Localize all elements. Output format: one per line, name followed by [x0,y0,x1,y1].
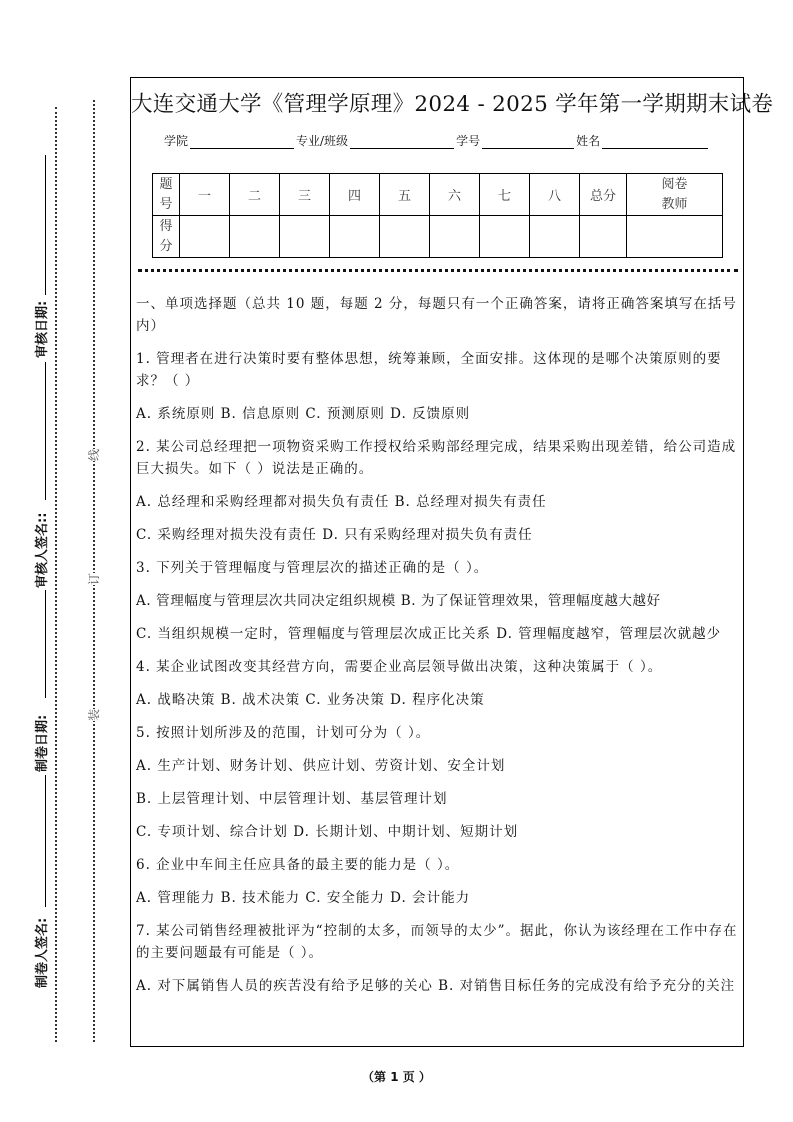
question-4-options: A. 战略决策 B. 战术决策 C. 业务决策 D. 程序化决策 [136,692,485,708]
score-table-header-row [153,174,723,216]
binding-dotted-line-inner [55,107,57,1042]
review-date-line[interactable] [45,155,46,295]
binding-char-zhuang: 装 [87,708,102,722]
review-date-label: 审核日期: [35,300,50,358]
major-class-field[interactable] [350,136,454,149]
column-1: 一 [180,174,230,216]
score-cell-2[interactable] [230,216,280,258]
name-label: 姓名 [576,134,601,148]
question-2-options-cd: C. 采购经理对损失没有责任 D. 只有采购经理对损失负有责任 [136,527,533,543]
question-3-stem: 3. 下列关于管理幅度与管理层次的描述正确的是（ ）。 [136,560,489,576]
major-class-label: 专业/班级 [296,134,349,148]
question-6-options: A. 管理能力 B. 技术能力 C. 安全能力 D. 会计能力 [136,890,471,906]
column-2: 二 [230,174,280,216]
column-8: 八 [530,174,580,216]
college-label: 学院 [164,134,189,148]
score-cell-6[interactable] [430,216,480,258]
reviewer-signature-label: 审核人签名:: [35,512,50,588]
score-cell-4[interactable] [330,216,380,258]
column-5: 五 [380,174,430,216]
binding-char-ding: 订 [87,572,102,586]
question-5-option-b: B. 上层管理计划、中层管理计划、基层管理计划 [136,791,448,807]
name-field[interactable] [602,136,708,149]
score-table-score-row [153,216,723,258]
student-id-field[interactable] [482,136,574,149]
review-date-line-lower [45,362,46,500]
question-number-label: 题 号 [153,174,180,216]
question-5-options-cd: C. 专项计划、综合计划 D. 长期计划、中期计划、短期计划 [136,824,519,840]
maker-date-line[interactable] [45,775,46,907]
score-cell-5[interactable] [380,216,430,258]
column-grader: 阅卷 教师 [627,174,723,216]
maker-date-label: 制卷日期: [35,714,50,772]
question-2-options-ab: A. 总经理和采购经理都对损失负有责任 B. 总经理对损失有责任 [136,494,547,510]
exam-frame [130,77,774,1047]
question-5-stem: 5. 按照计划所涉及的范围，计划可分为（ ）。 [136,725,431,741]
question-1-options: A. 系统原则 B. 信息原则 C. 预测原则 D. 反馈原则 [136,406,471,422]
column-total: 总分 [580,174,627,216]
score-cell-1[interactable] [180,216,230,258]
score-cell-grader[interactable] [627,216,723,258]
question-7-stem: 7. 某公司销售经理被批评为“控制的太多，而领导的太少”。据此，你认为该经理在工作中存在的主要问题最有可能是（ ）。 [136,923,738,961]
column-7: 七 [480,174,530,216]
exam-title: 大连交通大学《管理学原理》2024 - 2025 学年第一学期期末试卷 [131,92,774,117]
question-4-stem: 4. 某企业试图改变其经营方向，需要企业高层领导做出决策，这种决策属于（ ）。 [136,659,663,675]
reviewer-signature-line[interactable] [45,590,46,698]
question-3-options-cd: C. 当组织规模一定时，管理幅度与管理层次成正比关系 D. 管理幅度越窄，管理层次就越少 [136,626,722,642]
college-field[interactable] [190,136,294,149]
question-7-options-ab: A. 对下属销售人员的疾苦没有给予足够的关心 B. 对销售目标任务的完成没有给予充分的关注 [136,978,736,994]
question-2-stem: 2. 某公司总经理把一项物资采购工作授权给采购部经理完成，结果采购出现差错，给公司造成巨大损失。如下（ ）说法是正确的。 [136,439,737,477]
binding-char-xian: 线 [87,448,102,462]
score-cell-7[interactable] [480,216,530,258]
question-1-stem: 1. 管理者在进行决策时要有整体思想，统筹兼顾，全面安排。这体现的是哪个决策原则的要求？（ ） [136,351,722,389]
question-5-option-a: A. 生产计划、财务计划、供应计划、劳资计划、安全计划 [136,758,506,774]
dotted-separator [138,269,738,272]
score-cell-3[interactable] [280,216,330,258]
score-cell-8[interactable] [530,216,580,258]
score-label: 得 分 [153,216,180,258]
maker-signature-label: 制卷人签名: [35,917,50,988]
score-cell-total[interactable] [580,216,627,258]
column-4: 四 [330,174,380,216]
page-number: （第 1 页 ） [362,1070,431,1084]
student-id-label: 学号 [456,134,481,148]
section-heading: 一、单项选择题（总共 10 题，每题 2 分，每题只有一个正确答案，请将正确答案填写在括号内） [136,296,737,334]
score-table [152,173,723,258]
binding-dotted-line-outer [93,100,95,1042]
question-3-options-ab: A. 管理幅度与管理层次共同决定组织规模 B. 为了保证管理效果，管理幅度越大越好 [136,593,661,609]
question-6-stem: 6. 企业中车间主任应具备的最主要的能力是（ ）。 [136,857,460,873]
column-3: 三 [280,174,330,216]
student-info-row [164,132,708,149]
column-6: 六 [430,174,480,216]
section-single-choice [136,293,742,1008]
